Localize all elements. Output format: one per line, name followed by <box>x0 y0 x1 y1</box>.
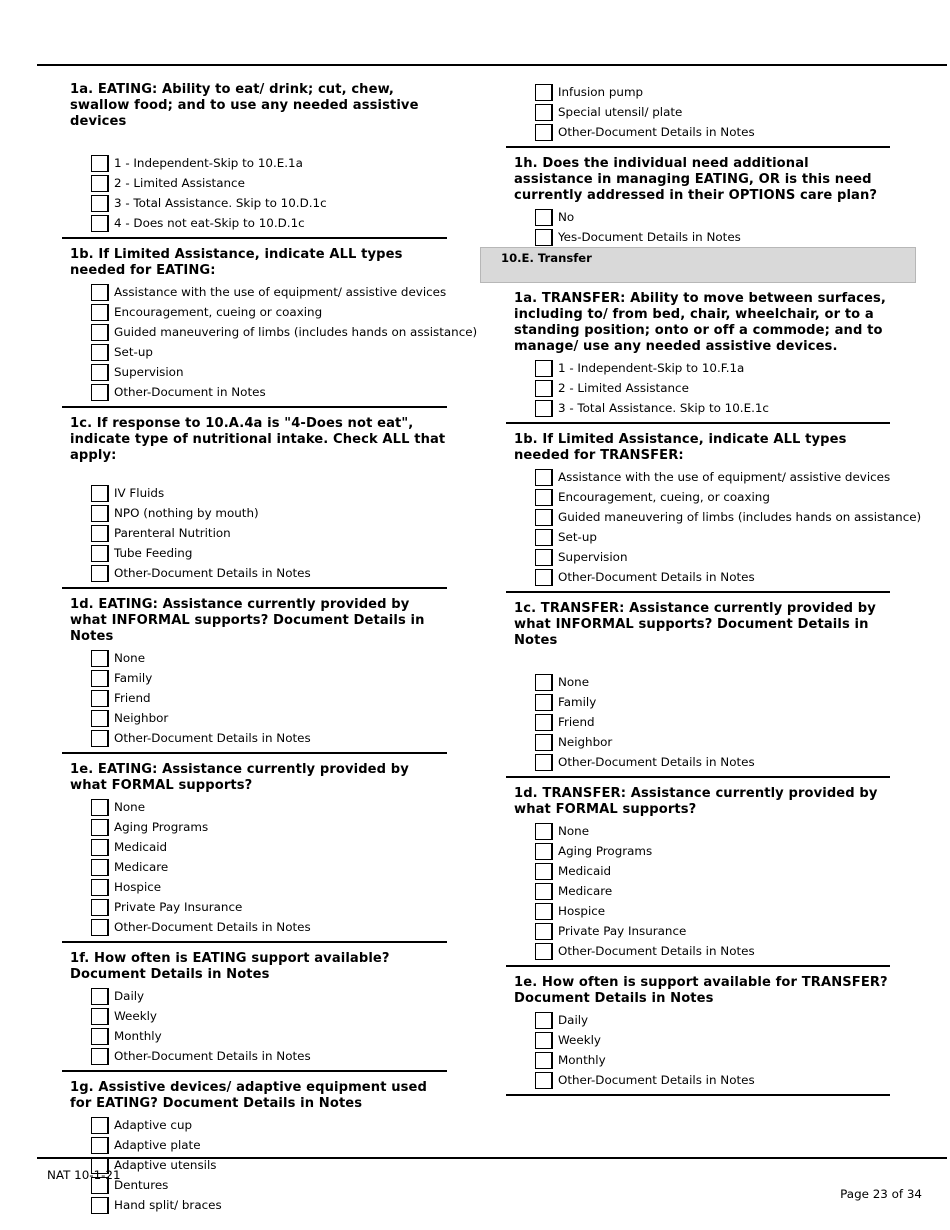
option-label: Hospice <box>558 904 606 918</box>
option-label: NPO (nothing by mouth) <box>114 506 259 520</box>
option-label: Tube Feeding <box>114 546 193 560</box>
checkbox[interactable] <box>535 674 553 691</box>
question-eating-1e <box>62 762 447 943</box>
option-neighbor[interactable] <box>535 732 890 752</box>
question-title: 1d. EATING: Assistance currently provided by what INFORMAL supports? Document Details in Notes <box>70 597 425 644</box>
option-label: Encouragement, cueing, or coaxing <box>558 490 770 504</box>
option-assistance-with-the-use-of-equipment-ass[interactable] <box>535 467 890 487</box>
checkbox[interactable] <box>535 1012 553 1029</box>
option-label: Adaptive utensils <box>114 1158 217 1172</box>
option-label: Aging Programs <box>558 844 653 858</box>
option-label: 3 - Total Assistance. Skip to 10.E.1c <box>558 401 769 415</box>
question-title: 1a. TRANSFER: Ability to move between surfaces, including to/ from bed, chair, wheelchair, or to a standing position; onto or off a commode; and to manage/ use any needed assistive devices. <box>514 291 886 354</box>
options-list <box>506 821 890 961</box>
option-1-independent-skip-to-10-f-1a[interactable] <box>535 358 890 378</box>
option-label: Other-Document Details in Notes <box>558 570 755 584</box>
option-label: Adaptive cup <box>114 1118 193 1132</box>
option-adaptive-plate[interactable] <box>91 1135 447 1155</box>
question-title: 1f. How often is EATING support available? Document Details in Notes <box>70 951 390 982</box>
checkbox[interactable] <box>535 903 553 920</box>
option-label: Neighbor <box>558 735 613 749</box>
option-parenteral-nutrition[interactable] <box>91 523 447 543</box>
option-other-document-details-in-notes[interactable] <box>91 917 447 937</box>
option-hospice[interactable] <box>91 877 447 897</box>
option-label: Guided maneuvering of limbs (includes hands on assistance) <box>558 510 922 524</box>
options-list <box>62 797 447 937</box>
question-title: 1g. Assistive devices/ adaptive equipment used for EATING? Document Details in Notes <box>70 1080 427 1111</box>
checkbox[interactable] <box>91 284 109 301</box>
option-3-total-assistance-skip-to-10-e-1c[interactable] <box>535 398 890 418</box>
question-title: 1h. Does the individual need additional assistance in managing EATING, OR is this need currently addressed in their OPTIONS care plan? <box>514 156 878 203</box>
options-list <box>62 1115 447 1215</box>
bottom-rule <box>37 1157 947 1159</box>
checkbox[interactable] <box>535 923 553 940</box>
checkbox[interactable] <box>535 489 553 506</box>
option-label: Medicaid <box>114 840 168 854</box>
option-label: Monthly <box>558 1053 606 1067</box>
option-label: 1 - Independent-Skip to 10.F.1a <box>558 361 745 375</box>
option-label: Medicaid <box>558 864 612 878</box>
option-label: Dentures <box>114 1178 169 1192</box>
option-label: 1 - Independent-Skip to 10.E.1a <box>114 156 303 170</box>
option-label: Assistance with the use of equipment/ assistive devices <box>558 470 891 484</box>
option-daily[interactable] <box>91 986 447 1006</box>
option-guided-maneuvering-of-limbs-includes-han[interactable] <box>91 322 478 342</box>
option-none[interactable] <box>91 797 447 817</box>
options-list <box>506 467 922 587</box>
option-npo-nothing-by-mouth[interactable] <box>91 503 447 523</box>
checkbox[interactable] <box>91 215 109 232</box>
question-transfer-1a <box>506 291 890 424</box>
section-heading-10e: 10.E. Transfer <box>480 247 916 283</box>
option-aging-programs[interactable] <box>91 817 447 837</box>
option-none[interactable] <box>91 648 447 668</box>
option-family[interactable] <box>91 668 447 688</box>
option-label: Aging Programs <box>114 820 209 834</box>
option-tube-feeding[interactable] <box>91 543 447 563</box>
option-hand-split-braces[interactable] <box>91 1195 447 1215</box>
option-aging-programs[interactable] <box>535 841 890 861</box>
checkbox[interactable] <box>91 839 109 856</box>
checkbox[interactable] <box>535 104 553 121</box>
question-eating-1g-cont <box>506 82 890 148</box>
option-family[interactable] <box>535 692 890 712</box>
options-list <box>62 282 478 402</box>
question-title: 1e. How often is support available for TRANSFER? Document Details in Notes <box>514 975 888 1006</box>
checkbox[interactable] <box>535 124 553 141</box>
checkbox[interactable] <box>91 650 109 667</box>
option-medicaid[interactable] <box>91 837 447 857</box>
checkbox[interactable] <box>91 670 109 687</box>
option-label: Assistance with the use of equipment/ assistive devices <box>114 285 447 299</box>
checkbox[interactable] <box>91 690 109 707</box>
checkbox[interactable] <box>535 863 553 880</box>
option-dentures[interactable] <box>91 1175 447 1195</box>
option-2-limited-assistance[interactable] <box>91 173 447 193</box>
option-label: None <box>558 824 590 838</box>
checkbox[interactable] <box>91 730 109 747</box>
option-label: Daily <box>558 1013 589 1027</box>
option-label: Adaptive plate <box>114 1138 201 1152</box>
checkbox[interactable] <box>91 545 109 562</box>
option-label: IV Fluids <box>114 486 165 500</box>
checkbox[interactable] <box>91 195 109 212</box>
option-label: Other-Document Details in Notes <box>558 1073 755 1087</box>
options-list <box>62 648 447 748</box>
left-column <box>62 82 478 1215</box>
checkbox[interactable] <box>91 879 109 896</box>
checkbox[interactable] <box>535 694 553 711</box>
options-list <box>506 1010 890 1090</box>
checkbox[interactable] <box>91 344 109 361</box>
checkbox[interactable] <box>91 485 109 502</box>
options-list <box>506 207 890 247</box>
option-adaptive-cup[interactable] <box>91 1115 447 1135</box>
option-infusion-pump[interactable] <box>535 82 890 102</box>
checkbox[interactable] <box>91 1048 109 1065</box>
checkbox[interactable] <box>535 529 553 546</box>
option-no[interactable] <box>535 207 890 227</box>
option-other-document-details-in-notes[interactable] <box>91 563 447 583</box>
option-label: Set-up <box>114 345 153 359</box>
checkbox[interactable] <box>535 380 553 397</box>
option-label: Other-Document Details in Notes <box>114 731 311 745</box>
option-private-pay-insurance[interactable] <box>535 921 890 941</box>
question-title: 1b. If Limited Assistance, indicate ALL types needed for EATING: <box>70 247 403 278</box>
option-label: Guided maneuvering of limbs (includes hands on assistance) <box>114 325 478 339</box>
option-special-utensil-plate[interactable] <box>535 102 890 122</box>
question-title: 1e. EATING: Assistance currently provided by what FORMAL supports? <box>70 762 409 793</box>
option-none[interactable] <box>535 821 890 841</box>
option-label: Other-Document Details in Notes <box>558 125 755 139</box>
option-label: Neighbor <box>114 711 169 725</box>
question-title: 1c. If response to 10.A.4a is "4-Does not eat", indicate type of nutritional intake. Check ALL that apply: <box>70 416 446 463</box>
option-hospice[interactable] <box>535 901 890 921</box>
checkbox[interactable] <box>91 175 109 192</box>
question-title: 1b. If Limited Assistance, indicate ALL types needed for TRANSFER: <box>514 432 847 463</box>
checkbox[interactable] <box>91 324 109 341</box>
option-other-document-details-in-notes[interactable] <box>535 122 890 142</box>
checkbox[interactable] <box>91 1028 109 1045</box>
option-label: Other-Document Details in Notes <box>114 566 311 580</box>
option-other-document-details-in-notes[interactable] <box>535 1070 890 1090</box>
option-label: Monthly <box>114 1029 162 1043</box>
option-none[interactable] <box>535 672 890 692</box>
option-other-document-details-in-notes[interactable] <box>535 567 890 587</box>
checkbox[interactable] <box>535 569 553 586</box>
option-4-does-not-eat-skip-to-10-d-1c[interactable] <box>91 213 447 233</box>
option-assistance-with-the-use-of-equipment-ass[interactable] <box>91 282 447 302</box>
option-label: Weekly <box>114 1009 157 1023</box>
options-list <box>62 153 447 233</box>
checkbox[interactable] <box>91 304 109 321</box>
question-title: 1d. TRANSFER: Assistance currently provided by what FORMAL supports? <box>514 786 878 817</box>
question-title: 1c. TRANSFER: Assistance currently provided by what INFORMAL supports? Document Details in Notes <box>514 601 876 648</box>
question-eating-1c <box>62 416 447 589</box>
checkbox[interactable] <box>535 549 553 566</box>
checkbox[interactable] <box>535 400 553 417</box>
option-monthly[interactable] <box>91 1026 447 1046</box>
checkbox[interactable] <box>535 469 553 486</box>
checkbox[interactable] <box>535 229 553 246</box>
option-weekly[interactable] <box>91 1006 447 1026</box>
option-set-up[interactable] <box>91 342 447 362</box>
checkbox[interactable] <box>535 1032 553 1049</box>
option-label: Private Pay Insurance <box>558 924 687 938</box>
option-yes-document-details-in-notes[interactable] <box>535 227 890 247</box>
checkbox[interactable] <box>535 84 553 101</box>
checkbox[interactable] <box>91 155 109 172</box>
option-guided-maneuvering-of-limbs-includes-han[interactable] <box>535 507 922 527</box>
checkbox[interactable] <box>91 1197 109 1214</box>
checkbox[interactable] <box>535 843 553 860</box>
option-monthly[interactable] <box>535 1050 890 1070</box>
option-label: Parenteral Nutrition <box>114 526 231 540</box>
option-other-document-details-in-notes[interactable] <box>535 941 890 961</box>
option-other-document-details-in-notes[interactable] <box>535 752 890 772</box>
option-label: 3 - Total Assistance. Skip to 10.D.1c <box>114 196 327 210</box>
option-label: Private Pay Insurance <box>114 900 243 914</box>
checkbox[interactable] <box>91 364 109 381</box>
question-eating-1f <box>62 951 447 1072</box>
checkbox[interactable] <box>91 1117 109 1134</box>
question-transfer-1c <box>506 601 890 778</box>
checkbox[interactable] <box>91 1137 109 1154</box>
option-private-pay-insurance[interactable] <box>91 897 447 917</box>
option-other-document-in-notes[interactable] <box>91 382 447 402</box>
question-eating-1g <box>62 1080 447 1215</box>
option-label: Other-Document Details in Notes <box>558 944 755 958</box>
page-number: Page 23 of 34 <box>840 1187 922 1201</box>
options-list <box>62 986 447 1066</box>
question-transfer-1e <box>506 975 890 1096</box>
option-set-up[interactable] <box>535 527 890 547</box>
option-friend[interactable] <box>535 712 890 732</box>
option-label: None <box>114 800 146 814</box>
question-eating-1a <box>62 82 447 239</box>
option-label: Family <box>114 671 153 685</box>
question-transfer-1d <box>506 786 890 967</box>
option-3-total-assistance-skip-to-10-d-1c[interactable] <box>91 193 447 213</box>
checkbox[interactable] <box>91 710 109 727</box>
option-medicaid[interactable] <box>535 861 890 881</box>
checkbox[interactable] <box>91 799 109 816</box>
option-label: Other-Document Details in Notes <box>114 920 311 934</box>
option-label: Medicare <box>114 860 169 874</box>
option-2-limited-assistance[interactable] <box>535 378 890 398</box>
option-label: None <box>114 651 146 665</box>
checkbox[interactable] <box>535 883 553 900</box>
checkbox[interactable] <box>535 734 553 751</box>
option-label: Family <box>558 695 597 709</box>
question-title: 1a. EATING: Ability to eat/ drink; cut, chew, swallow food; and to use any needed assistive devices <box>70 82 419 129</box>
option-label: Other-Document in Notes <box>114 385 266 399</box>
option-daily[interactable] <box>535 1010 890 1030</box>
top-rule <box>37 64 947 66</box>
option-1-independent-skip-to-10-e-1a[interactable] <box>91 153 447 173</box>
option-label: Daily <box>114 989 145 1003</box>
form-code: NAT 10-1-21 <box>47 1168 121 1182</box>
checkbox[interactable] <box>91 819 109 836</box>
options-list <box>506 672 890 772</box>
option-label: Set-up <box>558 530 597 544</box>
option-label: Encouragement, cueing or coaxing <box>114 305 323 319</box>
option-encouragement-cueing-or-coaxing[interactable] <box>535 487 890 507</box>
option-other-document-details-in-notes[interactable] <box>91 728 447 748</box>
checkbox[interactable] <box>91 899 109 916</box>
option-label: Friend <box>558 715 595 729</box>
option-label: Supervision <box>558 550 628 564</box>
question-transfer-1b <box>506 432 922 593</box>
checkbox[interactable] <box>91 384 109 401</box>
option-label: Hospice <box>114 880 162 894</box>
option-supervision[interactable] <box>535 547 890 567</box>
checkbox[interactable] <box>91 859 109 876</box>
option-friend[interactable] <box>91 688 447 708</box>
option-label: Special utensil/ plate <box>558 105 683 119</box>
checkbox[interactable] <box>91 565 109 582</box>
option-label: 2 - Limited Assistance <box>558 381 689 395</box>
options-list <box>506 82 890 142</box>
option-label: None <box>558 675 590 689</box>
checkbox[interactable] <box>535 943 553 960</box>
checkbox[interactable] <box>91 1008 109 1025</box>
checkbox[interactable] <box>535 823 553 840</box>
option-label: No <box>558 210 575 224</box>
option-label: Infusion pump <box>558 85 644 99</box>
checkbox[interactable] <box>535 754 553 771</box>
option-medicare[interactable] <box>535 881 890 901</box>
option-label: Friend <box>114 691 151 705</box>
option-medicare[interactable] <box>91 857 447 877</box>
option-weekly[interactable] <box>535 1030 890 1050</box>
option-supervision[interactable] <box>91 362 447 382</box>
option-label: Yes-Document Details in Notes <box>558 230 741 244</box>
question-eating-1h <box>506 156 890 247</box>
option-label: Weekly <box>558 1033 601 1047</box>
checkbox[interactable] <box>535 209 553 226</box>
option-label: Other-Document Details in Notes <box>114 1049 311 1063</box>
checkbox[interactable] <box>91 988 109 1005</box>
right-column <box>501 82 922 1104</box>
checkbox[interactable] <box>535 509 553 526</box>
checkbox[interactable] <box>91 505 109 522</box>
checkbox[interactable] <box>535 714 553 731</box>
option-label: Hand split/ braces <box>114 1198 222 1212</box>
options-list <box>62 483 447 583</box>
checkbox[interactable] <box>535 360 553 377</box>
option-neighbor[interactable] <box>91 708 447 728</box>
option-label: Medicare <box>558 884 613 898</box>
options-list <box>506 358 890 418</box>
checkbox[interactable] <box>535 1052 553 1069</box>
checkbox[interactable] <box>91 919 109 936</box>
option-encouragement-cueing-or-coaxing[interactable] <box>91 302 447 322</box>
option-iv-fluids[interactable] <box>91 483 447 503</box>
option-other-document-details-in-notes[interactable] <box>91 1046 447 1066</box>
checkbox[interactable] <box>91 525 109 542</box>
option-label: 2 - Limited Assistance <box>114 176 245 190</box>
option-label: Supervision <box>114 365 184 379</box>
question-eating-1b <box>62 247 478 408</box>
option-label: Other-Document Details in Notes <box>558 755 755 769</box>
question-eating-1d <box>62 597 447 754</box>
checkbox[interactable] <box>535 1072 553 1089</box>
option-label: 4 - Does not eat-Skip to 10.D.1c <box>114 216 305 230</box>
